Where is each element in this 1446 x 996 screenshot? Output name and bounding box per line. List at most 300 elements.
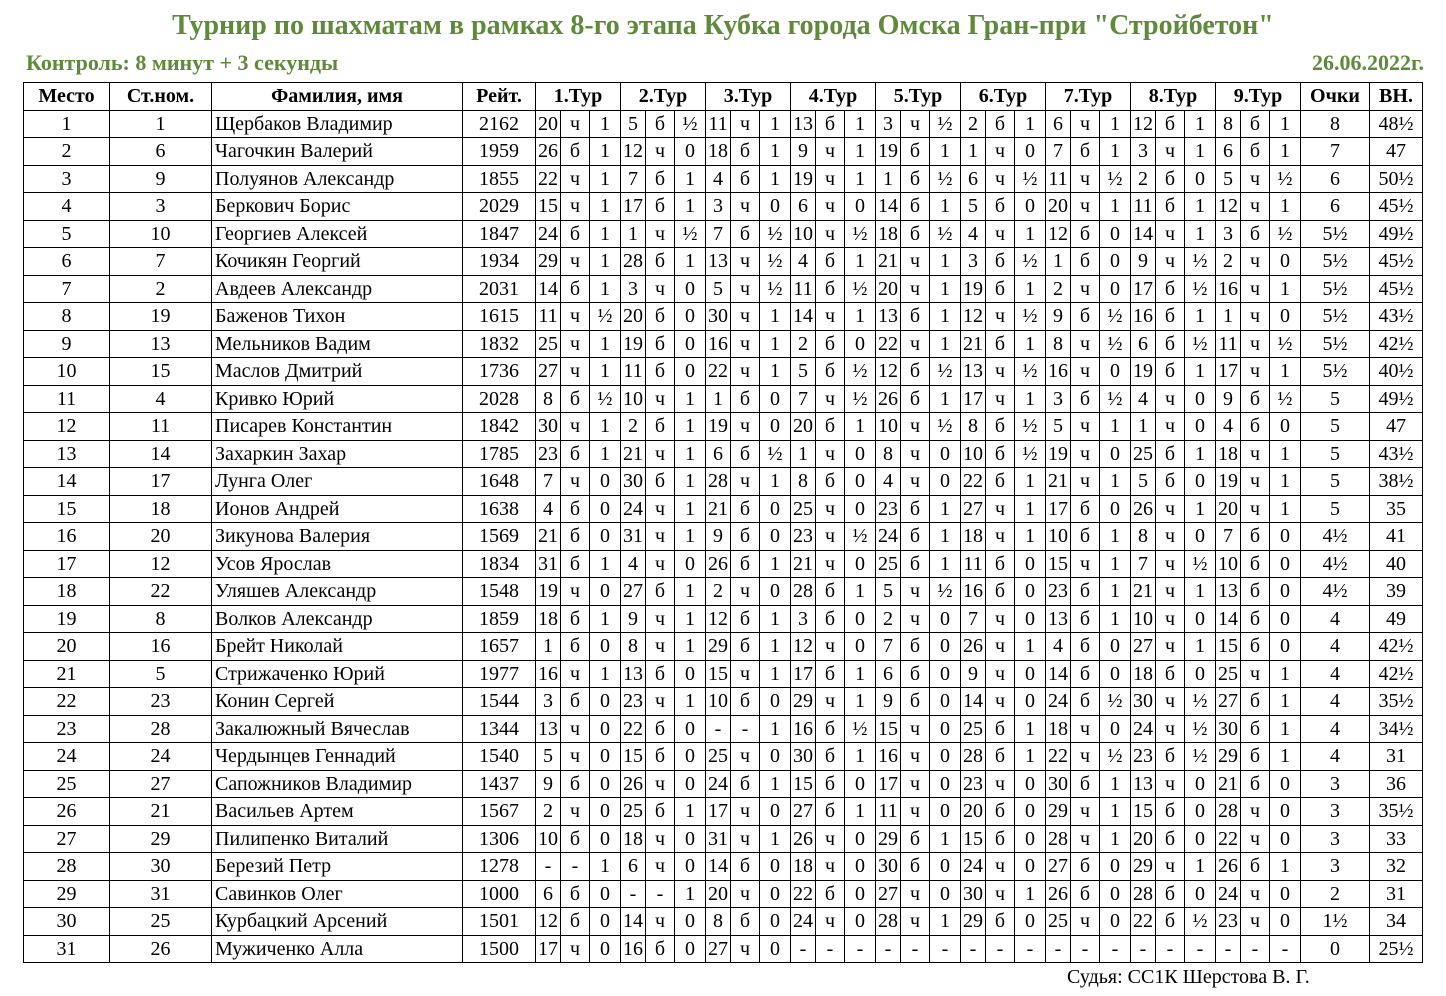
color-cell: б xyxy=(1156,330,1185,358)
opponent-cell: 4 xyxy=(536,495,561,523)
color-cell: ч xyxy=(901,330,930,358)
result-cell: 0 xyxy=(675,743,706,771)
result-cell: 1 xyxy=(1100,468,1131,496)
result-cell: 1 xyxy=(1270,743,1301,771)
color-cell: б xyxy=(901,138,930,166)
result-cell: 1 xyxy=(1185,138,1216,166)
start-number-cell: 18 xyxy=(110,495,212,523)
color-cell: б xyxy=(561,770,590,798)
opponent-cell: 22 xyxy=(621,715,646,743)
color-cell: б xyxy=(816,330,845,358)
result-cell: 0 xyxy=(1270,550,1301,578)
result-cell: ½ xyxy=(1185,330,1216,358)
result-cell: 1 xyxy=(930,825,961,853)
opponent-cell: 23 xyxy=(1131,743,1156,771)
color-cell: ч xyxy=(986,138,1015,166)
result-cell: 1 xyxy=(1015,275,1046,303)
opponent-cell: 29 xyxy=(876,825,901,853)
color-cell: ч xyxy=(816,193,845,221)
color-cell: ч xyxy=(816,908,845,936)
rating-cell: 1832 xyxy=(463,330,536,358)
color-cell: ч xyxy=(986,605,1015,633)
opponent-cell: 14 xyxy=(621,908,646,936)
result-cell: ½ xyxy=(1185,550,1216,578)
result-cell: 0 xyxy=(590,825,621,853)
result-cell: 1 xyxy=(675,468,706,496)
result-cell: 1 xyxy=(930,303,961,331)
player-name-cell: Березий Петр xyxy=(212,853,463,881)
color-cell: ч xyxy=(986,853,1015,881)
opponent-cell: 16 xyxy=(1131,303,1156,331)
result-cell: 1 xyxy=(1270,468,1301,496)
player-name-cell: Маслов Дмитрий xyxy=(212,358,463,386)
color-cell: б xyxy=(731,523,760,551)
color-cell: ч xyxy=(1241,880,1270,908)
result-cell: 1 xyxy=(1270,110,1301,138)
opponent-cell: 30 xyxy=(536,413,561,441)
color-cell: ч xyxy=(1071,110,1100,138)
opponent-cell: 14 xyxy=(876,193,901,221)
start-number-cell: 26 xyxy=(110,935,212,963)
opponent-cell: 28 xyxy=(1131,880,1156,908)
result-cell: 0 xyxy=(930,743,961,771)
result-cell: 1 xyxy=(590,193,621,221)
result-cell: 1 xyxy=(760,550,791,578)
opponent-cell: - xyxy=(1131,935,1156,963)
rating-cell: 1540 xyxy=(463,743,536,771)
opponent-cell: 19 xyxy=(706,413,731,441)
color-cell: б xyxy=(1156,275,1185,303)
result-cell: 1 xyxy=(1185,220,1216,248)
color-cell: ч xyxy=(901,468,930,496)
color-cell: ч xyxy=(646,385,675,413)
opponent-cell: 9 xyxy=(961,660,986,688)
result-cell: ½ xyxy=(1185,908,1216,936)
result-cell: 1 xyxy=(1100,110,1131,138)
start-number-cell: 7 xyxy=(110,248,212,276)
result-cell: ½ xyxy=(1185,715,1216,743)
color-cell: ч xyxy=(646,138,675,166)
opponent-cell: 18 xyxy=(621,825,646,853)
color-cell: ч xyxy=(561,715,590,743)
table-row xyxy=(24,138,1423,166)
color-cell: б xyxy=(816,358,845,386)
player-name-cell: Васильев Артем xyxy=(212,798,463,826)
opponent-cell: 16 xyxy=(706,330,731,358)
buchholz-cell: 34 xyxy=(1370,908,1423,936)
opponent-cell: 5 xyxy=(536,743,561,771)
table-row xyxy=(24,578,1423,606)
place-cell: 5 xyxy=(24,220,110,248)
result-cell: 1 xyxy=(675,523,706,551)
opponent-cell: 15 xyxy=(1046,550,1071,578)
result-cell: 1 xyxy=(845,798,876,826)
result-cell: 0 xyxy=(1015,138,1046,166)
opponent-cell: 26 xyxy=(1216,853,1241,881)
points-cell: 5½ xyxy=(1301,248,1370,276)
color-cell: ч xyxy=(731,825,760,853)
color-cell: б xyxy=(731,770,760,798)
player-name-cell: Кочикян Георгий xyxy=(212,248,463,276)
opponent-cell: 13 xyxy=(876,303,901,331)
result-cell: 0 xyxy=(1100,275,1131,303)
opponent-cell: 8 xyxy=(536,385,561,413)
opponent-cell: 23 xyxy=(536,440,561,468)
opponent-cell: 19 xyxy=(1046,440,1071,468)
opponent-cell: 9 xyxy=(706,523,731,551)
result-cell: 0 xyxy=(1100,715,1131,743)
result-cell: 1 xyxy=(1100,798,1131,826)
color-cell: б xyxy=(1156,743,1185,771)
opponent-cell: 26 xyxy=(621,770,646,798)
opponent-cell: 28 xyxy=(961,743,986,771)
result-cell: 1 xyxy=(1185,110,1216,138)
buchholz-cell: 31 xyxy=(1370,880,1423,908)
opponent-cell: 8 xyxy=(1131,523,1156,551)
opponent-cell: 18 xyxy=(791,853,816,881)
color-cell: ч xyxy=(1071,165,1100,193)
table-row xyxy=(24,495,1423,523)
opponent-cell: 4 xyxy=(621,550,646,578)
place-cell: 31 xyxy=(24,935,110,963)
color-cell: - xyxy=(1241,935,1270,963)
result-cell: 0 xyxy=(675,825,706,853)
result-cell: 1 xyxy=(1270,358,1301,386)
place-cell: 10 xyxy=(24,358,110,386)
color-cell: ч xyxy=(986,523,1015,551)
result-cell: 0 xyxy=(1185,770,1216,798)
place-cell: 30 xyxy=(24,908,110,936)
opponent-cell: 27 xyxy=(876,880,901,908)
opponent-cell: - xyxy=(706,715,731,743)
start-number-cell: 15 xyxy=(110,358,212,386)
opponent-cell: 30 xyxy=(1131,688,1156,716)
opponent-cell: 8 xyxy=(621,633,646,661)
color-cell: ч xyxy=(1156,550,1185,578)
buchholz-cell: 45½ xyxy=(1370,193,1423,221)
color-cell: ч xyxy=(816,825,845,853)
result-cell: 1 xyxy=(1015,220,1046,248)
color-cell: б xyxy=(646,743,675,771)
result-cell: 1 xyxy=(930,193,961,221)
opponent-cell: 23 xyxy=(621,688,646,716)
color-cell: б xyxy=(901,550,930,578)
header-round: 2.Тур xyxy=(621,83,706,111)
result-cell: 1 xyxy=(1015,110,1046,138)
opponent-cell: 4 xyxy=(1131,385,1156,413)
place-cell: 22 xyxy=(24,688,110,716)
opponent-cell: 24 xyxy=(621,495,646,523)
result-cell: 1 xyxy=(1270,660,1301,688)
color-cell: ч xyxy=(731,110,760,138)
buchholz-cell: 48½ xyxy=(1370,110,1423,138)
points-cell: 5½ xyxy=(1301,275,1370,303)
color-cell: ч xyxy=(816,523,845,551)
opponent-cell: 11 xyxy=(961,550,986,578)
color-cell: ч xyxy=(561,303,590,331)
result-cell: 0 xyxy=(1100,908,1131,936)
color-cell: ч xyxy=(646,495,675,523)
color-cell: ч xyxy=(986,495,1015,523)
table-row xyxy=(24,798,1423,826)
color-cell: б xyxy=(731,165,760,193)
result-cell: ½ xyxy=(1015,165,1046,193)
place-cell: 11 xyxy=(24,385,110,413)
buchholz-cell: 32 xyxy=(1370,853,1423,881)
rating-cell: 1834 xyxy=(463,550,536,578)
opponent-cell: 21 xyxy=(1216,770,1241,798)
color-cell: ч xyxy=(1241,468,1270,496)
opponent-cell: 21 xyxy=(791,550,816,578)
points-cell: 3 xyxy=(1301,853,1370,881)
opponent-cell: 21 xyxy=(1131,578,1156,606)
opponent-cell: 13 xyxy=(621,660,646,688)
buchholz-cell: 42½ xyxy=(1370,660,1423,688)
color-cell: ч xyxy=(1241,165,1270,193)
opponent-cell: 6 xyxy=(876,660,901,688)
points-cell: 7 xyxy=(1301,138,1370,166)
result-cell: 1 xyxy=(760,633,791,661)
result-cell: ½ xyxy=(930,358,961,386)
result-cell: 1 xyxy=(760,358,791,386)
color-cell: б xyxy=(1241,550,1270,578)
color-cell: б xyxy=(816,880,845,908)
color-cell: ч xyxy=(816,385,845,413)
result-cell: 1 xyxy=(1185,578,1216,606)
points-cell: 5 xyxy=(1301,413,1370,441)
color-cell: ч xyxy=(1156,248,1185,276)
result-cell: 0 xyxy=(1185,523,1216,551)
result-cell: ½ xyxy=(760,440,791,468)
result-cell: ½ xyxy=(845,523,876,551)
result-cell: 1 xyxy=(930,138,961,166)
player-name-cell: Щербаков Владимир xyxy=(212,110,463,138)
result-cell: ½ xyxy=(845,385,876,413)
points-cell: 4 xyxy=(1301,660,1370,688)
opponent-cell: 31 xyxy=(621,523,646,551)
opponent-cell: 9 xyxy=(791,138,816,166)
player-name-cell: Ионов Андрей xyxy=(212,495,463,523)
result-cell: ½ xyxy=(1270,220,1301,248)
opponent-cell: 3 xyxy=(791,605,816,633)
color-cell: б xyxy=(816,798,845,826)
rating-cell: 2162 xyxy=(463,110,536,138)
result-cell: 0 xyxy=(1100,853,1131,881)
result-cell: 0 xyxy=(675,550,706,578)
opponent-cell: 26 xyxy=(1131,495,1156,523)
table-row xyxy=(24,330,1423,358)
color-cell: б xyxy=(561,605,590,633)
opponent-cell: 27 xyxy=(621,578,646,606)
result-cell: 0 xyxy=(930,440,961,468)
table-row xyxy=(24,193,1423,221)
table-row xyxy=(24,220,1423,248)
color-cell: б xyxy=(901,165,930,193)
color-cell: ч xyxy=(1241,440,1270,468)
table-row xyxy=(24,715,1423,743)
opponent-cell: 14 xyxy=(706,853,731,881)
result-cell: 1 xyxy=(760,110,791,138)
opponent-cell: 24 xyxy=(791,908,816,936)
result-cell: 1 xyxy=(1015,743,1046,771)
color-cell: - xyxy=(816,935,845,963)
table-row xyxy=(24,523,1423,551)
buchholz-cell: 43½ xyxy=(1370,303,1423,331)
result-cell: 0 xyxy=(1270,770,1301,798)
opponent-cell: 14 xyxy=(536,275,561,303)
opponent-cell: 1 xyxy=(876,165,901,193)
result-cell: ½ xyxy=(1270,330,1301,358)
opponent-cell: 20 xyxy=(1131,825,1156,853)
table-row xyxy=(24,248,1423,276)
start-number-cell: 16 xyxy=(110,633,212,661)
color-cell: ч xyxy=(816,550,845,578)
start-number-cell: 10 xyxy=(110,220,212,248)
place-cell: 21 xyxy=(24,660,110,688)
color-cell: ч xyxy=(1071,468,1100,496)
result-cell: 1 xyxy=(1185,193,1216,221)
opponent-cell: 25 xyxy=(1216,660,1241,688)
result-cell: ½ xyxy=(845,358,876,386)
color-cell: б xyxy=(816,248,845,276)
color-cell: б xyxy=(1156,468,1185,496)
color-cell: ч xyxy=(646,770,675,798)
opponent-cell: 26 xyxy=(791,825,816,853)
opponent-cell: 17 xyxy=(1216,358,1241,386)
color-cell: ч xyxy=(731,275,760,303)
opponent-cell: 25 xyxy=(706,743,731,771)
opponent-cell: 7 xyxy=(706,220,731,248)
opponent-cell: 22 xyxy=(961,468,986,496)
color-cell: ч xyxy=(1071,193,1100,221)
result-cell: ½ xyxy=(1185,275,1216,303)
opponent-cell: 4 xyxy=(961,220,986,248)
points-cell: 5 xyxy=(1301,495,1370,523)
result-cell: 0 xyxy=(930,688,961,716)
color-cell: ч xyxy=(731,330,760,358)
color-cell: ч xyxy=(646,220,675,248)
result-cell: ½ xyxy=(930,110,961,138)
opponent-cell: 26 xyxy=(961,633,986,661)
result-cell: 1 xyxy=(845,660,876,688)
player-name-cell: Уляшев Александр xyxy=(212,578,463,606)
color-cell: б xyxy=(1071,138,1100,166)
opponent-cell: 20 xyxy=(876,275,901,303)
place-cell: 23 xyxy=(24,715,110,743)
result-cell: 1 xyxy=(1015,385,1046,413)
color-cell: б xyxy=(646,468,675,496)
result-cell: 0 xyxy=(1270,880,1301,908)
place-cell: 16 xyxy=(24,523,110,551)
color-cell: б xyxy=(731,633,760,661)
color-cell: б xyxy=(1241,523,1270,551)
buchholz-cell: 36 xyxy=(1370,770,1423,798)
result-cell: 1 xyxy=(590,275,621,303)
result-cell: 0 xyxy=(1100,660,1131,688)
result-cell: 1 xyxy=(1100,523,1131,551)
buchholz-cell: 39 xyxy=(1370,578,1423,606)
color-cell: б xyxy=(816,110,845,138)
result-cell: - xyxy=(1270,935,1301,963)
color-cell: б xyxy=(1071,770,1100,798)
buchholz-cell: 38½ xyxy=(1370,468,1423,496)
opponent-cell: 11 xyxy=(536,303,561,331)
opponent-cell: 3 xyxy=(961,248,986,276)
opponent-cell: 7 xyxy=(536,468,561,496)
result-cell: 1 xyxy=(760,165,791,193)
result-cell: 0 xyxy=(1100,248,1131,276)
color-cell: б xyxy=(901,853,930,881)
result-cell: 1 xyxy=(1270,138,1301,166)
color-cell: б xyxy=(1156,165,1185,193)
color-cell: б xyxy=(1071,523,1100,551)
opponent-cell: 6 xyxy=(961,165,986,193)
opponent-cell: 25 xyxy=(791,495,816,523)
color-cell: б xyxy=(561,633,590,661)
result-cell: 0 xyxy=(675,303,706,331)
color-cell: - xyxy=(561,853,590,881)
result-cell: ½ xyxy=(1185,743,1216,771)
opponent-cell: 11 xyxy=(791,275,816,303)
points-cell: 4½ xyxy=(1301,578,1370,606)
color-cell: ч xyxy=(816,303,845,331)
result-cell: 0 xyxy=(1015,605,1046,633)
start-number-cell: 4 xyxy=(110,385,212,413)
opponent-cell: 24 xyxy=(1046,688,1071,716)
result-cell: 0 xyxy=(675,908,706,936)
opponent-cell: 29 xyxy=(706,633,731,661)
rating-cell: 1437 xyxy=(463,770,536,798)
header-points: Очки xyxy=(1301,83,1370,111)
opponent-cell: 22 xyxy=(1131,908,1156,936)
result-cell: 0 xyxy=(930,715,961,743)
result-cell: 0 xyxy=(1185,468,1216,496)
color-cell: ч xyxy=(646,523,675,551)
opponent-cell: 15 xyxy=(1131,798,1156,826)
result-cell: 0 xyxy=(1100,880,1131,908)
color-cell: ч xyxy=(901,413,930,441)
table-row xyxy=(24,853,1423,881)
start-number-cell: 5 xyxy=(110,660,212,688)
opponent-cell: 7 xyxy=(1046,138,1071,166)
start-number-cell: 25 xyxy=(110,908,212,936)
color-cell: ч xyxy=(561,935,590,963)
result-cell: 1 xyxy=(590,110,621,138)
result-cell: 1 xyxy=(1015,715,1046,743)
result-cell: 0 xyxy=(1100,633,1131,661)
color-cell: б xyxy=(646,165,675,193)
color-cell: ч xyxy=(1156,715,1185,743)
points-cell: 4 xyxy=(1301,688,1370,716)
table-row xyxy=(24,743,1423,771)
opponent-cell: 2 xyxy=(1131,165,1156,193)
color-cell: б xyxy=(561,220,590,248)
result-cell: 0 xyxy=(590,715,621,743)
color-cell: б xyxy=(986,743,1015,771)
start-number-cell: 13 xyxy=(110,330,212,358)
result-cell: 1 xyxy=(1100,825,1131,853)
table-row xyxy=(24,935,1423,963)
result-cell: - xyxy=(845,935,876,963)
place-cell: 14 xyxy=(24,468,110,496)
result-cell: 1 xyxy=(590,440,621,468)
color-cell: ч xyxy=(986,385,1015,413)
opponent-cell: 19 xyxy=(791,165,816,193)
color-cell: б xyxy=(561,880,590,908)
points-cell: 5 xyxy=(1301,385,1370,413)
color-cell: б xyxy=(1156,825,1185,853)
result-cell: 0 xyxy=(930,770,961,798)
